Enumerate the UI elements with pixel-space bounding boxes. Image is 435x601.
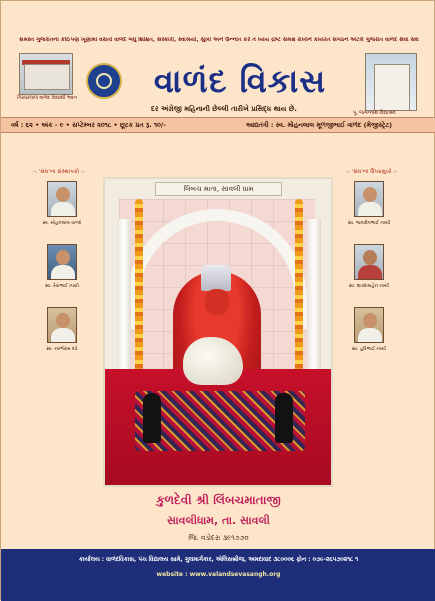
founder-name: સ્વ. રેવાભાઈ નાયી <box>45 284 79 289</box>
district-caption: જિ. વડોદરા ૩૯૧૭૭૦ <box>188 534 249 542</box>
founding-editor: આદ્યતંત્રી : સ્વ. મોહનલાલ મૂળજીભાઈ વાળંદ (મેજીસ્ટ્રેટ) <box>246 121 393 129</box>
vice-president-name: સ્વ. જનાર્દનભાઈ નાયી <box>347 221 391 226</box>
vice-president-name: સ્વ. હરિભાઈ નાયી <box>351 347 387 352</box>
right-photo-caption: પૂ. જગન્નાથ વિદ્યાશ્રમ <box>353 111 396 116</box>
building-shape <box>24 64 70 90</box>
website-link[interactable]: website : www.valandsevasangh.org <box>156 571 281 578</box>
masthead-title: વાળંદ વિકાસ <box>153 62 327 100</box>
deity-face <box>205 289 229 315</box>
building-shape <box>374 64 410 111</box>
black-tassel <box>143 393 161 443</box>
founder-portrait <box>47 181 77 217</box>
deity-caption: કુળદેવી શ્રી લિંબચમાતાજી <box>156 493 281 507</box>
vice-president-name: સ્વ. શારદાબહેન નાયી <box>348 284 390 289</box>
sangh-logo <box>86 63 122 99</box>
issue-details: વર્ષ : ૬૨ • અંક - ૯ • સપ્ટેમ્બર ૨૦૧૮ • છૂટક પ્રત રૂ. ૧૦/- <box>11 121 166 129</box>
founders-heading: -: 'સંઘ'ના સંસ્થાપકો :- <box>33 169 85 175</box>
mission-statement: સમસ્ત ગુજરાતના કોઈપણ ખૂણામાં વસતો વાળંદ બંધુ શિક્ષિત, સંસ્કારી, સ્વાશ્રયી, સુખી અને ઉન્નતિ કરે તે ધ્યેય દ્રષ્ટિ સમક્ષ રાખીને કાર્યરત સંગઠન એટલે ગુજરાત વાળંદ સેવા સંઘ <box>19 37 419 43</box>
shrine-sign: લિંબચ માતા, સાવલી ધામ <box>155 182 282 196</box>
deity-shrine-photo <box>103 177 333 487</box>
left-photo-caption: ગિરધરલાલ વાળંદ વિદ્યાર્થી ભવન <box>17 96 78 101</box>
publication-tagline: દર અંગ્રેજી મહિનાની છેલ્લી તારીખે પ્રસિદ્ધ થાય છે. <box>151 105 297 113</box>
black-tassel <box>275 393 293 443</box>
vice-presidents-heading: -: 'સંઘ'ના ઉપપ્રમુખો :- <box>346 169 398 175</box>
left-building-photo <box>19 53 73 95</box>
founder-portrait <box>47 244 77 280</box>
office-address: કાર્યાલય : વાળંદવિકાસ, પંચ વિદ્યાલય સામે, ગુલમાર્ગકાર, એલિસબ્રીજ, અમદાવાદ ૩૮૦૦૦૬ ફોન : ૦૭૯-૨૬૫૭૦૨૧૮ ૧ <box>78 557 359 563</box>
issue-info-bar <box>1 117 435 133</box>
location-caption: સાવલીધામ, તા. સાવલી <box>167 514 270 527</box>
deity-crown <box>201 265 231 291</box>
footer-bar <box>1 549 435 601</box>
vice-president-portrait <box>354 181 384 217</box>
founder-portrait <box>47 307 77 343</box>
founder-name: સ્વ. મોહનલાલ વાળંદ <box>42 221 82 226</box>
vice-president-portrait <box>354 244 384 280</box>
right-building-photo <box>365 53 417 111</box>
vice-president-portrait <box>354 307 384 343</box>
founder-name: સ્વ. નરભેરામ દવે <box>46 347 78 352</box>
